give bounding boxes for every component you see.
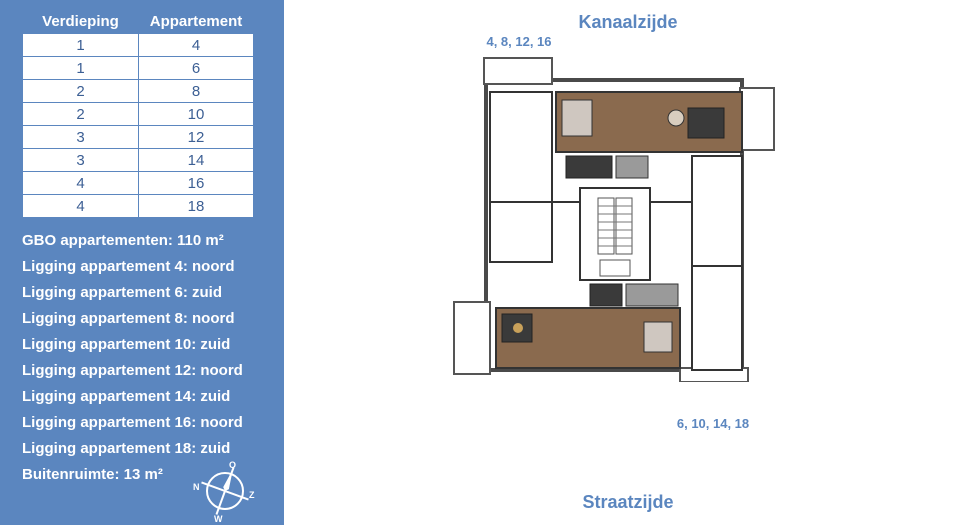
balcony-north-west (484, 58, 552, 84)
info-orientation-8: Ligging appartement 8: noord (22, 310, 235, 327)
floor-cell: 2 (23, 103, 139, 126)
apartment-cell: 16 (139, 172, 254, 195)
apartment-info-list (22, 231, 243, 491)
info-sidebar (0, 0, 284, 525)
apartment-table (22, 9, 254, 218)
floor-cell: 3 (23, 149, 139, 172)
balcony-south-west (454, 302, 490, 374)
compass-label-n: N (193, 482, 200, 492)
plan-apartments-north: 4, 8, 12, 16 (486, 34, 552, 49)
room-west-upper (490, 92, 552, 202)
rug-icon (688, 108, 724, 138)
apartment-cell: 4 (139, 34, 254, 57)
apartment-cell: 6 (139, 57, 254, 80)
compass-label-z: Z (249, 490, 255, 500)
info-outdoor-space: Buitenruimte: 13 m² (22, 466, 163, 483)
plan-apartments-south: 6, 10, 14, 18 (676, 416, 750, 431)
table-row (23, 172, 254, 195)
floor-cell: 2 (23, 80, 139, 103)
compass-label-o: O (229, 460, 237, 470)
elevator-icon (600, 260, 630, 276)
table-row (23, 80, 254, 103)
balcony-north-east (740, 88, 774, 150)
apartment-cell: 12 (139, 126, 254, 149)
bathroom-north (616, 156, 648, 178)
kitchen-north (566, 156, 612, 178)
dining-table-icon (668, 110, 684, 126)
column-header-floor: Verdieping (42, 12, 119, 30)
floor-cell: 4 (23, 195, 139, 218)
info-orientation-14: Ligging appartement 14: zuid (22, 388, 231, 405)
floor-cell: 1 (23, 34, 139, 57)
room-east-lower (692, 266, 742, 370)
plan-heading-canal-side: Kanaalzijde (578, 12, 678, 32)
room-west-middle (490, 202, 552, 262)
info-gbo: GBO appartementen: 110 m² (22, 232, 224, 249)
floor-plan (450, 52, 780, 382)
apartment-cell: 8 (139, 80, 254, 103)
bathroom-south (626, 284, 678, 306)
table-header-row (23, 9, 254, 34)
compass-icon (192, 458, 258, 524)
bed-icon (562, 100, 592, 136)
plan-heading-street-side: Straatzijde (582, 492, 674, 512)
info-orientation-4: Ligging appartement 4: noord (22, 258, 235, 275)
floor-cell: 3 (23, 126, 139, 149)
apartment-cell: 18 (139, 195, 254, 218)
room-east-upper (692, 156, 742, 266)
bed-south-icon (644, 322, 672, 352)
table-row (23, 103, 254, 126)
apartment-cell: 10 (139, 103, 254, 126)
table-row (23, 57, 254, 80)
kitchen-south (590, 284, 622, 306)
coffee-table-icon (513, 323, 523, 333)
floor-cell: 4 (23, 172, 139, 195)
table-row (23, 126, 254, 149)
info-orientation-18: Ligging appartement 18: zuid (22, 440, 231, 457)
floor-cell: 1 (23, 57, 139, 80)
info-orientation-6: Ligging appartement 6: zuid (22, 284, 223, 301)
table-row (23, 195, 254, 218)
info-orientation-10: Ligging appartement 10: zuid (22, 336, 231, 353)
table-row (23, 34, 254, 57)
table-row (23, 149, 254, 172)
info-orientation-12: Ligging appartement 12: noord (22, 362, 243, 379)
compass-label-w: W (214, 514, 223, 524)
column-header-apartment: Appartement (149, 12, 243, 30)
apartment-cell: 14 (139, 149, 254, 172)
info-orientation-16: Ligging appartement 16: noord (22, 414, 243, 431)
